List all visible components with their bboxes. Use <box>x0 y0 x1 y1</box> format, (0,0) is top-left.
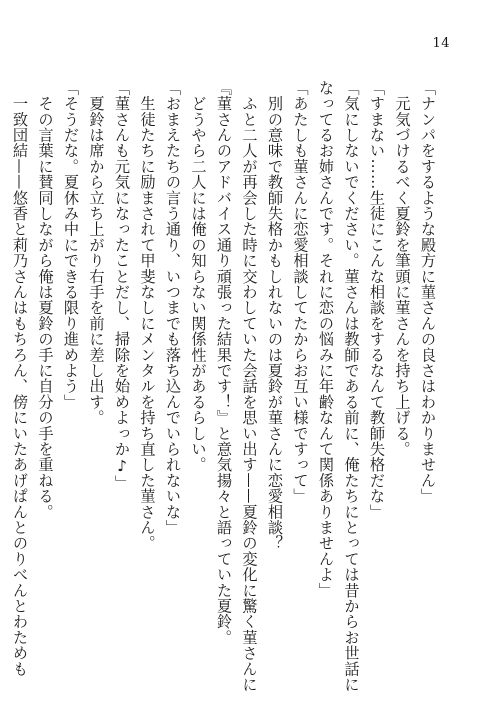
text-line: その言葉に賛同しながら俺は夏鈴の手に自分の手を重ねる。 <box>36 80 55 520</box>
text-line: 「菫さんも元気になったことだし、掃除を始めよっか♪」 <box>113 80 131 491</box>
text-line: 「あたしも菫さんに恋愛相談してたからお互い様ですって」 <box>291 80 310 504</box>
text-line: 『菫さんのアドバイス通り頑張った結果です！』と意気揚々と語っていた夏鈴。 <box>215 80 233 646</box>
text-line: 一致団結——悠香と莉乃さんはもちろん、傍にいたあげぱんとのりべんとわためも <box>11 80 29 677</box>
text-line: 「そうだな。夏休み中にできる限り進めよう」 <box>62 80 80 410</box>
text-line: どうやら二人には俺の知らない関係性があるらしい。 <box>189 80 208 473</box>
novel-text-block <box>11 80 440 693</box>
text-line: 「すまない……生徒にこんな相談をするなんて教師失格だな」 <box>368 80 386 520</box>
text-line: 「おまえたちの言う通り、いつまでも落ち込んでいられないな」 <box>164 80 182 536</box>
text-line: 生徒たちに励まされて甲斐なしにメンタルを持ち直した菫さん。 <box>138 80 157 551</box>
text-line: 別の意味で教師失格かもしれないのは夏鈴が菫さんに恋愛相談？ <box>266 80 284 551</box>
text-line: 「ナンパをするような殿方に菫さんの良さはわかりません」 <box>419 80 437 504</box>
text-line: ふと二人が再会した時に交わしていた会話を思い出す——夏鈴の変化に驚く菫さんに <box>240 80 259 693</box>
text-line: なってるお姉さんです。それに恋の悩みに年齢なんて関係ありませんよ」 <box>317 80 335 599</box>
text-line: 「気にしないでください。菫さんは教師である前に、俺たちにとっては昔からお世話に <box>342 80 361 693</box>
text-line: 元気づけるべく夏鈴を筆頭に菫さんを持ち上げる。 <box>393 80 412 457</box>
text-line: 夏鈴は席から立ち上がり右手を前に差し出す。 <box>87 80 106 426</box>
page-number: 14 <box>432 36 450 51</box>
